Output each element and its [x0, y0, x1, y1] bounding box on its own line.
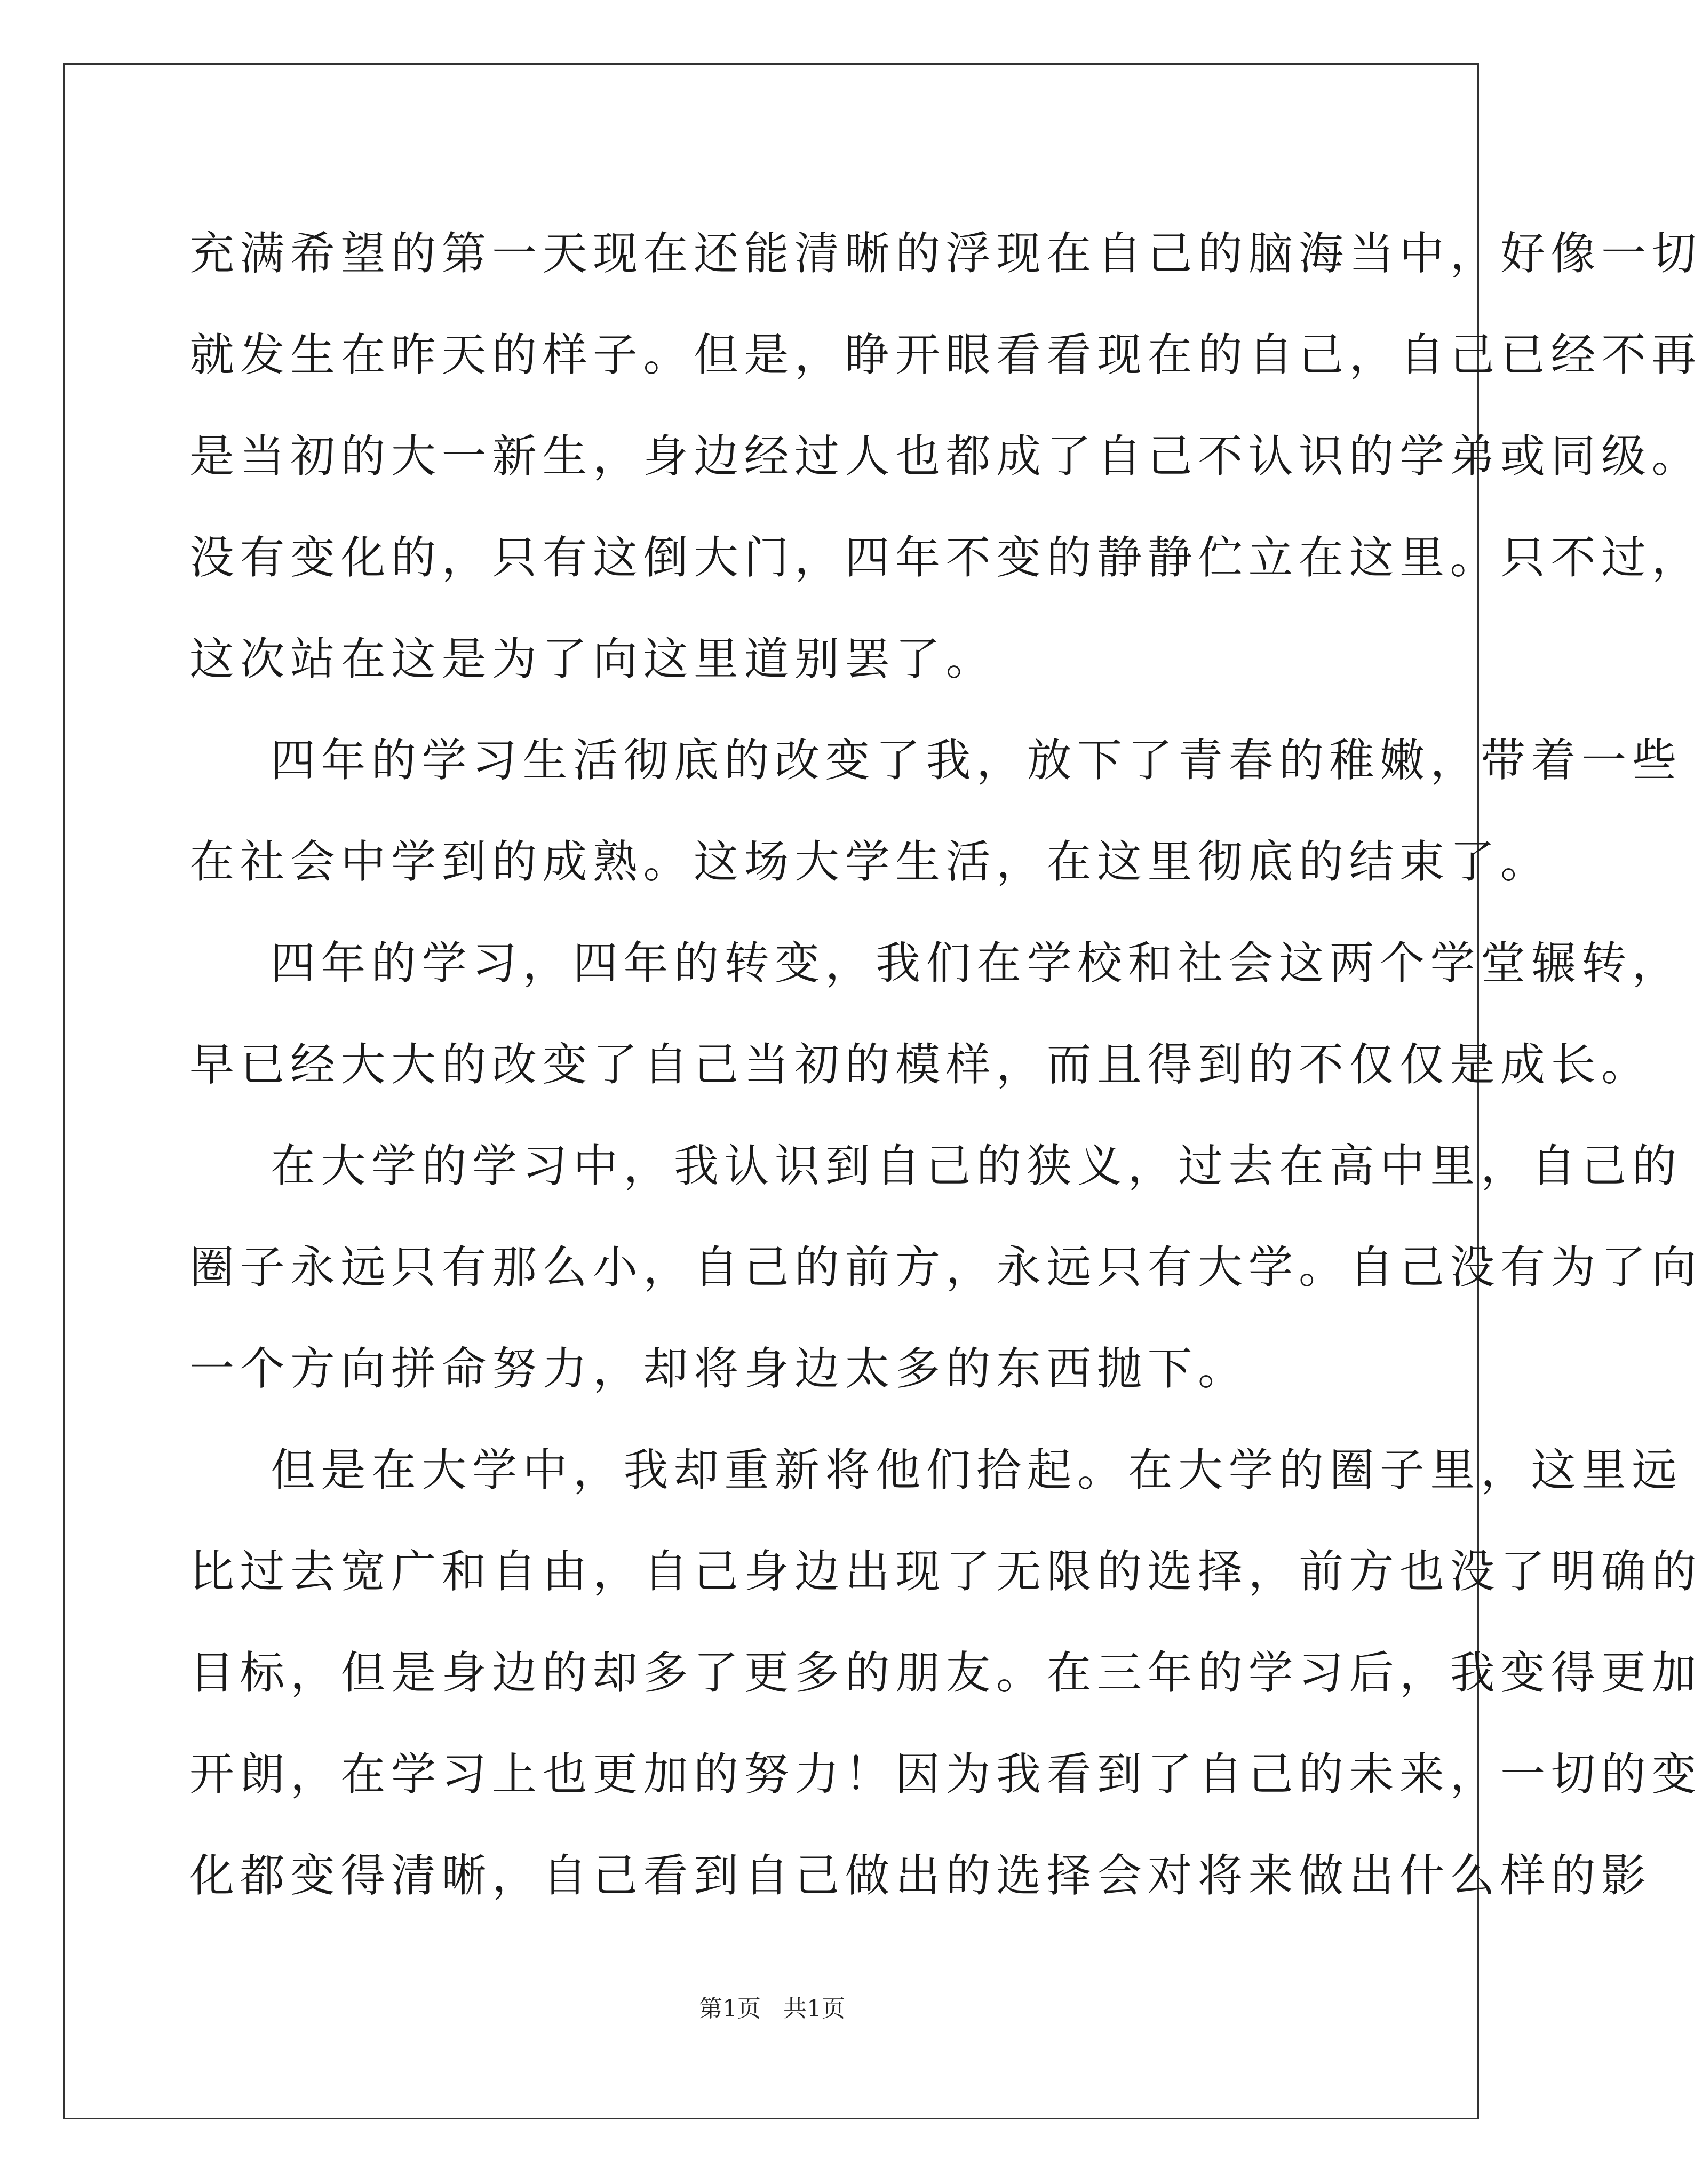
text-line: 这次站在这是为了向这里道别罢了。: [189, 633, 997, 685]
text-line: 开朗，在学习上也更加的努力！因为我看到了自己的未来，一切的变: [189, 1748, 1702, 1800]
document-body: [189, 203, 1702, 1926]
paragraph-first-line: 但是在大学中，我却重新将他们拾起。在大学的圈子里，这里远: [271, 1444, 1683, 1496]
paragraph-first-line: 在大学的学习中，我认识到自己的狭义，过去在高中里，自己的: [271, 1140, 1683, 1192]
text-line: 早已经大大的改变了自己当初的模样，而且得到的不仅仅是成长。: [189, 1038, 1652, 1091]
page-total: 共1页: [783, 1995, 845, 2022]
paragraph-first-line: 四年的学习，四年的转变，我们在学校和社会这两个学堂辗转，: [271, 937, 1683, 989]
text-line: 就发生在昨天的样子。但是，睁开眼看看现在的自己，自己已经不再: [189, 329, 1702, 381]
text-line: 是当初的大一新生，身边经过人也都成了自己不认识的学弟或同级。: [189, 430, 1702, 482]
paragraph-first-line: 四年的学习生活彻底的改变了我，放下了青春的稚嫩，带着一些: [271, 734, 1683, 787]
text-line: 圈子永远只有那么小，自己的前方，永远只有大学。自己没有为了向: [189, 1241, 1702, 1293]
text-line: 没有变化的，只有这倒大门，四年不变的静静伫立在这里。只不过，: [189, 531, 1702, 584]
text-line: 在社会中学到的成熟。这场大学生活，在这里彻底的结束了。: [189, 836, 1551, 888]
text-line: 化都变得清晰，自己看到自己做出的选择会对将来做出什么样的影: [189, 1849, 1652, 1902]
text-line: 一个方向拼命努力，却将身边太多的东西抛下。: [189, 1343, 1248, 1395]
text-line: 充满希望的第一天现在还能清晰的浮现在自己的脑海当中，好像一切: [189, 227, 1702, 280]
text-line: 目标，但是身边的却多了更多的朋友。在三年的学习后，我变得更加: [189, 1647, 1702, 1699]
page-number: 第1页: [699, 1995, 761, 2022]
page-footer: [0, 1989, 1544, 2023]
text-line: 比过去宽广和自由，自己身边出现了无限的选择，前方也没了明确的: [189, 1545, 1702, 1598]
